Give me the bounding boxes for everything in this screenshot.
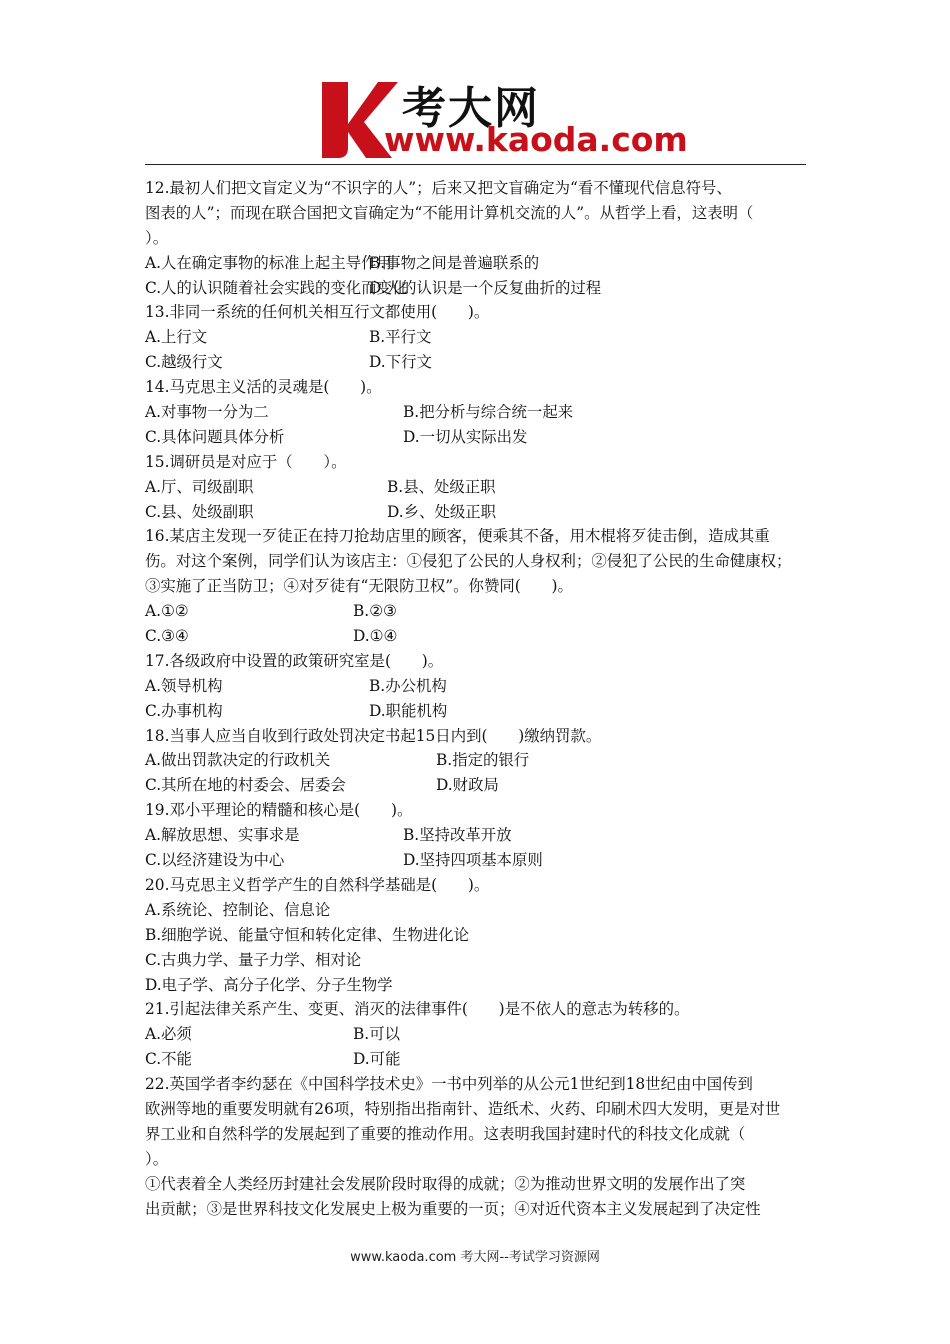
option-row xyxy=(145,425,815,450)
question-stem-line: 伤。对这个案例，同学们认为该店主：①侵犯了公民的人身权利；②侵犯了公民的生命健康权； xyxy=(145,552,792,571)
question-stem-line: 13.非同一系统的任何机关相互行文都使用( )。 xyxy=(145,303,490,322)
answer-option: D.职能机构 xyxy=(369,701,448,720)
option-row xyxy=(145,848,815,873)
answer-option: B.事物之间是普遍联系的 xyxy=(369,253,540,272)
site-logo xyxy=(318,76,688,160)
option-row xyxy=(145,948,815,973)
question-block xyxy=(145,1072,815,1221)
answer-option: A.对事物一分为二 xyxy=(145,403,269,422)
question-stem-line: 19.邓小平理论的精髓和核心是( )。 xyxy=(145,801,413,820)
answer-option: D.一切从实际出发 xyxy=(403,427,528,446)
question-stem-line: 界工业和自然科学的发展起到了重要的推动作用。这表明我国封建时代的科技文化成就（ xyxy=(145,1124,746,1143)
answer-option: C.以经济建设为中心 xyxy=(145,851,285,870)
question-stem-line: 12.最初人们把文盲定义为“不识字的人”；后来又把文盲确定为“看不懂现代信息符号、 xyxy=(145,179,732,197)
option-row xyxy=(145,898,815,923)
option-row xyxy=(145,475,815,500)
answer-option: A.领导机构 xyxy=(145,676,223,695)
question-block xyxy=(145,176,815,300)
question-stem-line: 21.引起法律关系产生、变更、消灭的法律事件( )是不依人的意志为转移的。 xyxy=(145,1000,690,1019)
answer-option: B.平行文 xyxy=(369,328,432,347)
answer-option: C.人的认识随着社会实践的变化而变化 xyxy=(145,278,408,297)
answer-option: D.电子学、高分子化学、分子生物学 xyxy=(145,975,393,994)
option-row xyxy=(145,1047,815,1072)
answer-option: D.人的认识是一个反复曲折的过程 xyxy=(369,278,602,297)
answer-option: A.系统论、控制论、信息论 xyxy=(145,900,331,919)
question-block xyxy=(145,873,815,997)
answer-option: D.财政局 xyxy=(436,776,499,795)
logo-url-text: www.kaoda.com xyxy=(384,120,688,159)
question-stem-line: 22.英国学者李约瑟在《中国科学技术史》一书中列举的从公元1世纪到18世纪由中国传到 xyxy=(145,1075,753,1094)
question-stem-line: ③实施了正当防卫；④对歹徒有“无限防卫权”。你赞同( )。 xyxy=(145,577,573,596)
option-row xyxy=(145,773,815,798)
option-row xyxy=(145,500,815,525)
answer-option: C.办事机构 xyxy=(145,701,223,720)
question-stem-line: ）。 xyxy=(145,228,169,247)
option-row xyxy=(145,748,815,773)
option-row xyxy=(145,823,815,848)
answer-option: B.办公机构 xyxy=(369,676,447,695)
answer-option: A.①② xyxy=(145,602,189,621)
option-row xyxy=(145,400,815,425)
option-row xyxy=(145,599,815,624)
answer-option: D.下行文 xyxy=(369,353,432,372)
question-block xyxy=(145,450,815,525)
answer-option: C.③④ xyxy=(145,627,189,646)
question-list xyxy=(145,176,815,1221)
answer-option: C.古典力学、量子力学、相对论 xyxy=(145,950,362,969)
answer-option: D.可能 xyxy=(353,1050,401,1069)
header-divider xyxy=(145,164,806,165)
logo-chinese-text: 考大网 xyxy=(402,83,540,134)
answer-option: B.指定的银行 xyxy=(436,751,530,770)
answer-option: A.解放思想、实事求是 xyxy=(145,826,300,845)
question-stem-line: ）。 xyxy=(145,1149,169,1168)
question-block xyxy=(145,300,815,375)
option-row xyxy=(145,251,815,276)
question-stem-line: 图表的人”；而现在联合国把文盲确定为“不能用计算机交流的人”。从哲学上看，这表明（ xyxy=(145,203,754,222)
answer-option: A.人在确定事物的标准上起主导作用 xyxy=(145,253,392,272)
page-footer: www.kaoda.com 考大网--考试学习资源网 xyxy=(350,1250,600,1265)
question-stem-line: ①代表着全人类经历封建社会发展阶段时取得的成就；②为推动世界文明的发展作出了突 xyxy=(145,1174,746,1193)
answer-option: D.坚持四项基本原则 xyxy=(403,851,543,870)
question-block xyxy=(145,524,815,648)
question-stem-line: 15.调研员是对应于（ ）。 xyxy=(145,452,347,471)
answer-option: B.把分析与综合统一起来 xyxy=(403,403,574,422)
answer-option: D.乡、处级正职 xyxy=(387,502,497,521)
answer-option: C.越级行文 xyxy=(145,353,223,372)
question-block xyxy=(145,375,815,450)
question-stem-line: 14.马克思主义活的灵魂是( )。 xyxy=(145,378,382,397)
question-block xyxy=(145,724,815,799)
question-block xyxy=(145,649,815,724)
answer-option: A.上行文 xyxy=(145,328,208,347)
option-row xyxy=(145,276,815,301)
option-row xyxy=(145,699,815,724)
question-stem-line: 欧洲等地的重要发明就有26项，特别指出指南针、造纸术、火药、印刷术四大发明，更是对世 xyxy=(145,1099,781,1118)
option-row xyxy=(145,624,815,649)
option-row xyxy=(145,325,815,350)
answer-option: A.厅、司级副职 xyxy=(145,477,254,496)
answer-option: B.②③ xyxy=(353,602,397,621)
answer-option: B.可以 xyxy=(353,1025,400,1044)
question-block xyxy=(145,798,815,873)
option-row xyxy=(145,923,815,948)
option-row xyxy=(145,350,815,375)
question-stem-line: 17.各级政府中设置的政策研究室是( )。 xyxy=(145,651,444,670)
question-stem-line: 20.马克思主义哲学产生的自然科学基础是( )。 xyxy=(145,875,490,894)
answer-option: D.①④ xyxy=(353,627,398,646)
answer-option: C.县、处级副职 xyxy=(145,502,254,521)
question-stem-line: 18.当事人应当自收到行政处罚决定书起15日内到( )缴纳罚款。 xyxy=(145,726,602,745)
option-row xyxy=(145,973,815,998)
answer-option: A.做出罚款决定的行政机关 xyxy=(145,751,331,770)
answer-option: B.细胞学说、能量守恒和转化定律、生物进化论 xyxy=(145,925,470,944)
answer-option: C.不能 xyxy=(145,1050,192,1069)
answer-option: C.具体问题具体分析 xyxy=(145,427,285,446)
answer-option: A.必须 xyxy=(145,1025,192,1044)
answer-option: C.其所在地的村委会、居委会 xyxy=(145,776,346,795)
question-block xyxy=(145,997,815,1072)
option-row xyxy=(145,1022,815,1047)
question-stem-line: 16.某店主发现一歹徒正在持刀抢劫店里的顾客，便乘其不备，用木棍将歹徒击倒，造成其重 xyxy=(145,527,770,546)
question-stem-line: 出贡献；③是世界科技文化发展史上极为重要的一页；④对近代资本主义发展起到了决定性 xyxy=(145,1199,761,1218)
option-row xyxy=(145,674,815,699)
answer-option: B.坚持改革开放 xyxy=(403,826,512,845)
answer-option: B.县、处级正职 xyxy=(387,477,496,496)
